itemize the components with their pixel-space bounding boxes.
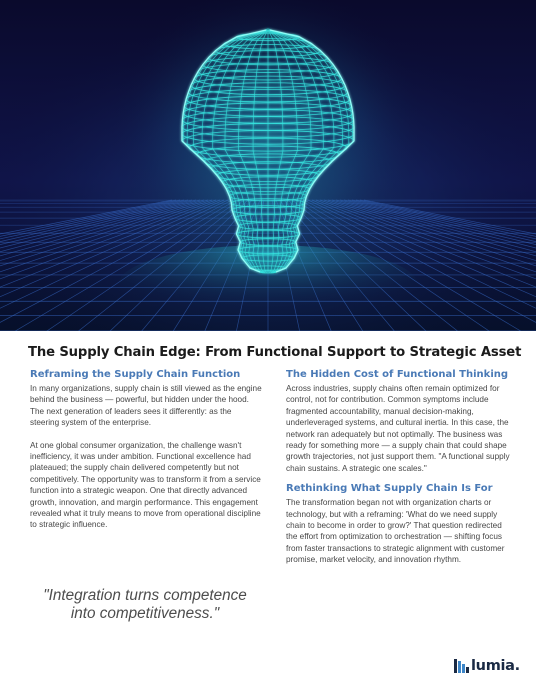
hero-image [0,0,536,331]
page-title: The Supply Chain Edge: From Functional Support to Strategic Asset [28,345,522,360]
paragraph-hidden-cost: Across industries, supply chains often remain optimized for control, not for contribution. Common symptoms include fragmented accountability, manual decision-making, underleveraged systems, and cultural inertia. In this case, the network ran adequately but not optimally. The business was ready for something more — a supply chain that could shape growth trajectories, not just support them. "A functional supply chain sustains. A strategic one scales." [286,384,510,473]
section-title-hidden-cost: The Hidden Cost of Functional Thinking [286,369,509,380]
lightbulb-illustration [0,0,536,331]
section-title-reframing: Reframing the Supply Chain Function [30,369,241,380]
right-column [286,368,512,566]
paragraph-case: At one global consumer organization, the challenge wasn't inefficiency, it was under ambition. Functional excellence had plateaued; the supply chain delivered competently but not competitively. The opportunity was to transform it from a service function into a strategic weapon. One that directly advanced growth, innovation, and margin performance. This engagement revealed what it truly means to move from operational discipline to strategic influence. [30,440,261,530]
pull-quote: "Integration turns competence into competitiveness." [43,587,247,622]
left-column [30,368,262,531]
company-logo [454,657,520,675]
lumia-logo-icon [454,659,469,673]
paragraph-rethinking: The transformation began not with organization charts or technology, but with a reframing: 'What do we need supply chain to become in order to grow?' That question redirected the effort from optimization to orchestration — shifting focus from faster transactions to strategic alignment with customer promise, market velocity, and innovation rhythm. [286,498,505,565]
section-title-rethinking: Rethinking What Supply Chain Is For [286,483,493,495]
paragraph-intro: In many organizations, supply chain is still viewed as the engine behind the business — powerful, but hidden under the hood. The next generation of leaders sees it differently: as the steering system of the enterprise. [30,384,262,428]
logo-text: lumia. [471,658,520,674]
